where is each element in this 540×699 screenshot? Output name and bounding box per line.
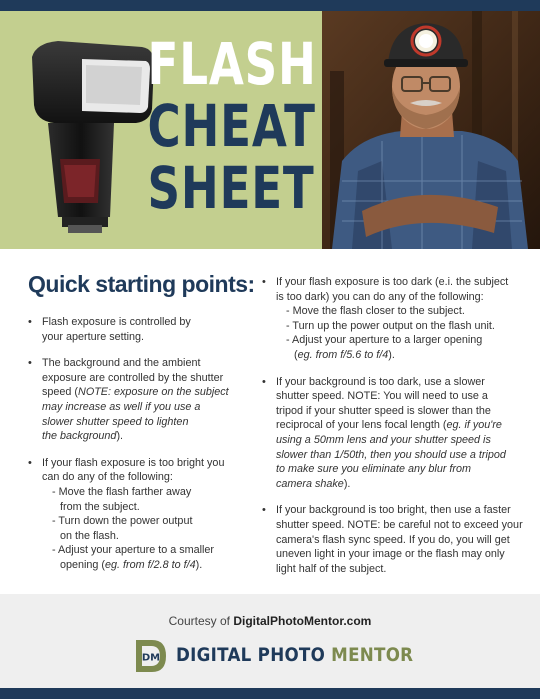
right-column (262, 275, 524, 588)
bullet-background-bright: • If your background is too bright, then use a faster shutter speed. NOTE: be careful not to exceed your camera's flash sync speed. If you do, you will get uneven light in your image or the flash may only light half of the subject. (262, 503, 524, 576)
content-area (0, 249, 540, 594)
top-bar (0, 0, 540, 11)
bullet-too-dark: • If your flash exposure is too dark (e.i. the subject is too dark) you can do any of the following: - Move the flash closer to the subject. - Turn up the power output on the flash unit. - Adjust your aperture to a larger opening (eg. from f/5.6 to f/4). (262, 275, 524, 363)
bottom-bar (0, 688, 540, 699)
bullet-background-dark: • If your background is too dark, use a slower shutter speed. NOTE: You will need to use a tripod if your shutter speed is slower than the reciprocal of your lens focal length (eg. if you're using a 50mm lens and your shutter speed is slower than 1/50th, then you should use a tripod to make sure you eliminate any blur from camera shake). (262, 375, 524, 492)
sub-list-too-bright: - Move the flash farther away from the subject. - Turn down the power output on the flash. - Adjust your aperture to a smaller opening (eg. from f/2.8 to f/4). (52, 485, 215, 571)
footer (0, 594, 540, 688)
dm-logo-icon (134, 638, 168, 674)
bullet-too-bright: • If your flash exposure is too bright you can do any of the following: - Move the flash farther away from the subject. - Turn down the power output on the flash. - Adjust your aperture to a smaller opening (eg. from f/2.8 to f/4). (28, 456, 254, 573)
logo-initials: DM (141, 652, 161, 664)
miner-portrait-photo (322, 11, 540, 249)
courtesy-line: Courtesy of DigitalPhotoMentor.com (168, 614, 372, 628)
title-line-cheat: CHEAT (147, 92, 316, 160)
sub-list-too-dark: - Move the flash closer to the subject. - Turn up the power output on the flash unit. - Adjust your aperture to a larger opening (eg. from f/5.6 to f/4). (286, 305, 495, 361)
title-line-sheet: SHEET (147, 154, 315, 222)
hero-banner (0, 11, 540, 249)
title-line-flash: FLASH (147, 30, 317, 98)
bullet-flash-exposure: • Flash exposure is controlled by your aperture setting. (28, 315, 254, 344)
bullet-background-ambient: • The background and the ambient exposure are controlled by the shutter speed (NOTE: exposure on the subject may increase as well if you use a slower shutter speed to lighten the background). (28, 356, 254, 444)
courtesy-site-link[interactable]: DigitalPhotoMentor.com (233, 614, 372, 628)
section-heading: Quick starting points: (28, 271, 255, 297)
left-column (28, 315, 254, 585)
page-title (126, 30, 322, 222)
brand-name: DIGITAL PHOTO MENTOR (176, 644, 414, 666)
brand-logo (134, 638, 414, 674)
